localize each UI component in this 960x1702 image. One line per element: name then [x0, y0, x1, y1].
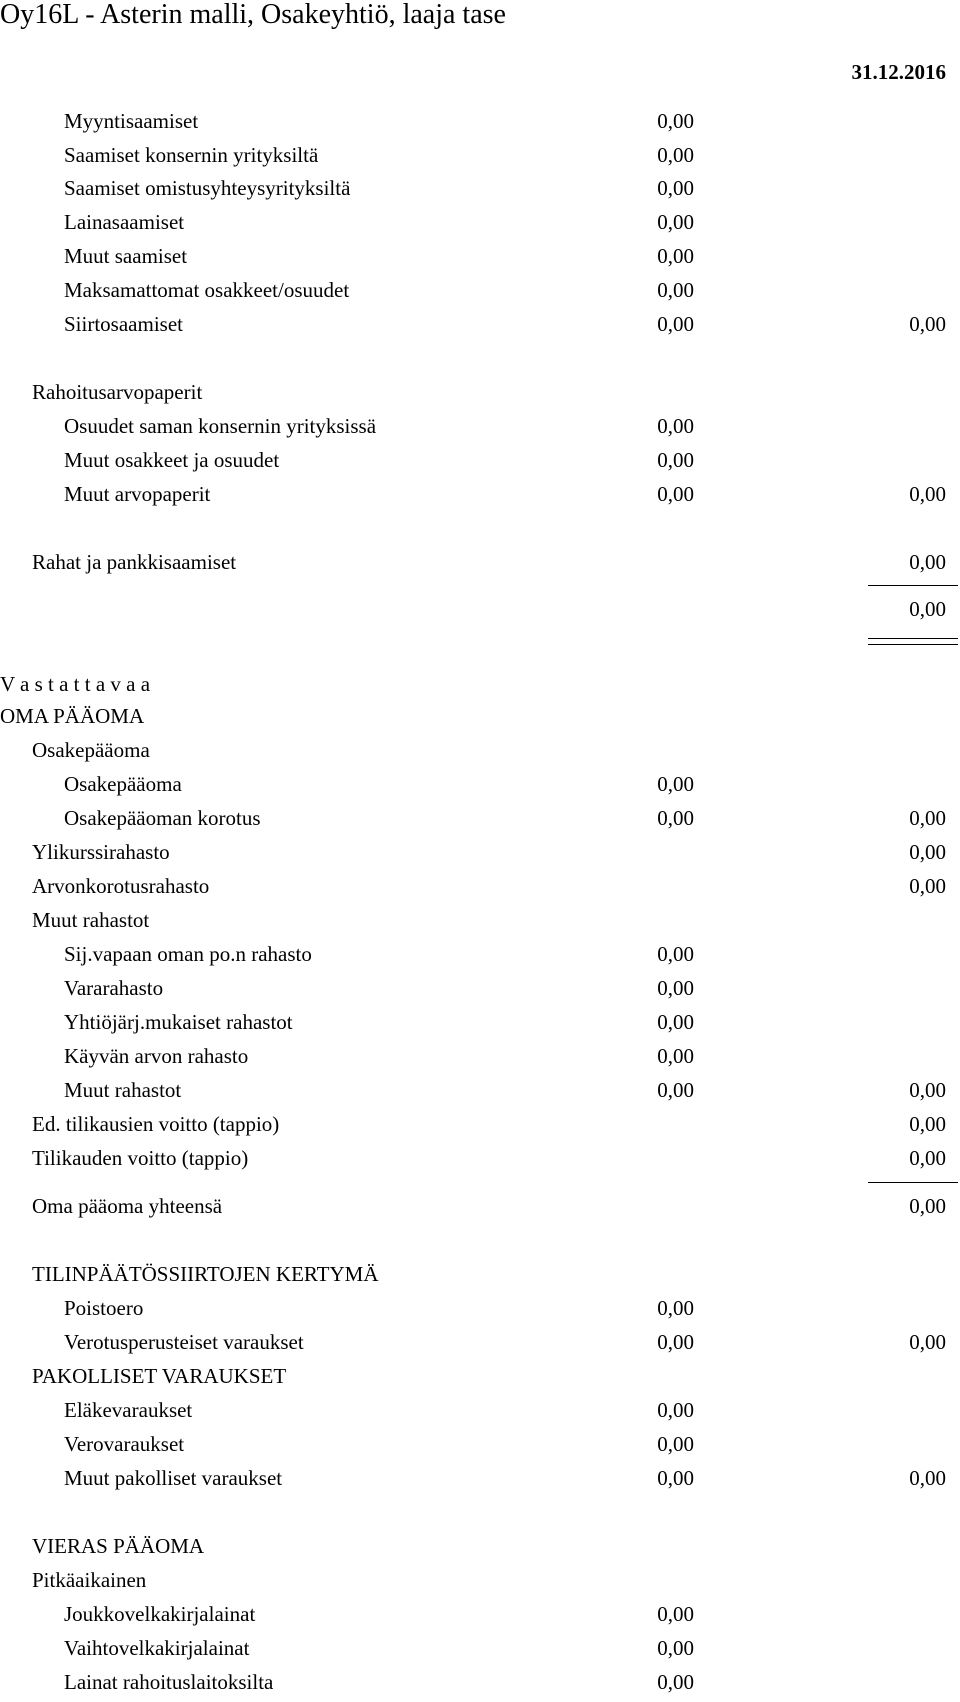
table-row: [0, 667, 960, 701]
table-row: [0, 104, 960, 138]
row-label: Muut osakkeet ja osuudet: [64, 448, 280, 472]
row-total-value: 0,00: [909, 1194, 946, 1218]
row-subtotal-value: 0,00: [657, 1670, 694, 1694]
row-label: V a s t a t t a v a a: [0, 672, 151, 696]
row-subtotal-value: 0,00: [657, 976, 694, 1000]
row-label: Osakepääoman korotus: [64, 806, 261, 830]
row-label: Verovaraukset: [64, 1432, 185, 1456]
row-label: Poistoero: [64, 1296, 144, 1320]
table-row: [0, 903, 960, 937]
row-label: PAKOLLISET VARAUKSET: [32, 1364, 287, 1388]
report-date: 31.12.2016: [851, 60, 946, 84]
table-row: [0, 1325, 960, 1359]
row-total-value: 0,00: [909, 1112, 946, 1136]
row-label: Rahat ja pankkisaamiset: [32, 550, 237, 574]
row-label: Myyntisaamiset: [64, 109, 199, 133]
row-subtotal-value: 0,00: [657, 1044, 694, 1068]
table-row: [0, 1597, 960, 1631]
row-label: Muut saamiset: [64, 244, 188, 268]
row-subtotal-value: 0,00: [657, 312, 694, 336]
row-label: Osakepääoma: [64, 772, 182, 796]
row-subtotal-value: 0,00: [657, 109, 694, 133]
row-label: Muut rahastot: [64, 1078, 182, 1102]
table-row: [0, 1073, 960, 1107]
row-label: Arvonkorotusrahasto: [32, 874, 210, 898]
row-label: VIERAS PÄÄOMA: [32, 1534, 205, 1558]
row-subtotal-value: 0,00: [657, 244, 694, 268]
row-subtotal-value: 0,00: [657, 1078, 694, 1102]
table-row: [0, 1461, 960, 1495]
table-row: [0, 767, 960, 801]
row-subtotal-value: 0,00: [657, 1330, 694, 1354]
table-row: [0, 1257, 960, 1291]
row-label: OMA PÄÄOMA: [0, 704, 145, 728]
row-subtotal-value: 0,00: [657, 278, 694, 302]
row-total-value: 0,00: [909, 1466, 946, 1490]
row-label: Ylikurssirahasto: [32, 840, 170, 864]
row-total-value: 0,00: [909, 1078, 946, 1102]
row-label: Joukkovelkakirjalainat: [64, 1602, 256, 1626]
row-label: Vaihtovelkakirjalainat: [64, 1636, 250, 1660]
table-row: [0, 592, 960, 626]
row-label: Maksamattomat osakkeet/osuudet: [64, 278, 350, 302]
row-subtotal-value: 0,00: [657, 1296, 694, 1320]
row-subtotal-value: 0,00: [657, 1010, 694, 1034]
row-label: Ed. tilikausien voitto (tappio): [32, 1112, 280, 1136]
row-total-value: 0,00: [909, 597, 946, 621]
table-row: [0, 937, 960, 971]
sum-rule-line: [868, 585, 958, 586]
row-label: Rahoitusarvopaperit: [32, 380, 203, 404]
table-row: [0, 307, 960, 341]
table-row: [0, 171, 960, 205]
table-row: [0, 409, 960, 443]
row-total-value: 0,00: [909, 840, 946, 864]
row-label: Vararahasto: [64, 976, 164, 1000]
row-label: Osuudet saman konsernin yrityksissä: [64, 414, 377, 438]
row-label: Muut pakolliset varaukset: [64, 1466, 283, 1490]
table-row: [0, 1359, 960, 1393]
row-label: Lainat rahoituslaitoksilta: [64, 1670, 274, 1694]
table-row: [0, 835, 960, 869]
row-subtotal-value: 0,00: [657, 210, 694, 234]
sum-rule-line: [868, 638, 958, 639]
row-total-value: 0,00: [909, 482, 946, 506]
table-row: [0, 138, 960, 172]
table-row: [0, 971, 960, 1005]
row-subtotal-value: 0,00: [657, 176, 694, 200]
table-row: [0, 239, 960, 273]
row-subtotal-value: 0,00: [657, 772, 694, 796]
row-label: Oma pääoma yhteensä: [32, 1194, 223, 1218]
row-label: Käyvän arvon rahasto: [64, 1044, 249, 1068]
row-subtotal-value: 0,00: [657, 1636, 694, 1660]
row-label: Tilikauden voitto (tappio): [32, 1146, 249, 1170]
table-row: [0, 1141, 960, 1175]
row-total-value: 0,00: [909, 1330, 946, 1354]
row-label: Muut rahastot: [32, 908, 150, 932]
table-row: [0, 1005, 960, 1039]
row-total-value: 0,00: [909, 550, 946, 574]
row-total-value: 0,00: [909, 806, 946, 830]
table-row: [0, 443, 960, 477]
table-row: [0, 1665, 960, 1699]
row-subtotal-value: 0,00: [657, 942, 694, 966]
table-row: [0, 1189, 960, 1223]
sum-rule-line: [868, 644, 958, 645]
row-label: Osakepääoma: [32, 738, 150, 762]
table-row: [0, 1563, 960, 1597]
table-row: [0, 1631, 960, 1665]
table-row: [0, 1107, 960, 1141]
row-total-value: 0,00: [909, 874, 946, 898]
table-row: [0, 545, 960, 579]
row-subtotal-value: 0,00: [657, 1466, 694, 1490]
row-label: Verotusperusteiset varaukset: [64, 1330, 304, 1354]
row-label: Lainasaamiset: [64, 210, 185, 234]
row-subtotal-value: 0,00: [657, 1602, 694, 1626]
row-label: Yhtiöjärj.mukaiset rahastot: [64, 1010, 293, 1034]
table-row: [0, 205, 960, 239]
table-row: [0, 733, 960, 767]
row-subtotal-value: 0,00: [657, 448, 694, 472]
table-row: [0, 801, 960, 835]
row-total-value: 0,00: [909, 312, 946, 336]
row-label: Muut arvopaperit: [64, 482, 211, 506]
table-row: [0, 375, 960, 409]
row-label: Sij.vapaan oman po.n rahasto: [64, 942, 312, 966]
row-label: Eläkevaraukset: [64, 1398, 193, 1422]
table-row: [0, 1039, 960, 1073]
sum-rule-line: [868, 1182, 958, 1183]
row-subtotal-value: 0,00: [657, 143, 694, 167]
row-subtotal-value: 0,00: [657, 482, 694, 506]
row-subtotal-value: 0,00: [657, 1398, 694, 1422]
table-row: [0, 1529, 960, 1563]
row-label: TILINPÄÄTÖSSIIRTOJEN KERTYMÄ: [32, 1262, 379, 1286]
row-label: Siirtosaamiset: [64, 312, 183, 336]
report-title: Oy16L - Asterin malli, Osakeyhtiö, laaja tase: [0, 0, 506, 30]
table-row: [0, 1427, 960, 1461]
table-row: [0, 1393, 960, 1427]
row-subtotal-value: 0,00: [657, 1432, 694, 1456]
row-label: Pitkäaikainen: [32, 1568, 147, 1592]
row-label: Saamiset konsernin yrityksiltä: [64, 143, 319, 167]
table-row: [0, 869, 960, 903]
table-row: [0, 273, 960, 307]
table-row: [0, 477, 960, 511]
table-row: [0, 699, 960, 733]
table-row: [0, 1291, 960, 1325]
row-total-value: 0,00: [909, 1146, 946, 1170]
row-subtotal-value: 0,00: [657, 414, 694, 438]
row-label: Saamiset omistusyhteysyrityksiltä: [64, 176, 351, 200]
row-subtotal-value: 0,00: [657, 806, 694, 830]
